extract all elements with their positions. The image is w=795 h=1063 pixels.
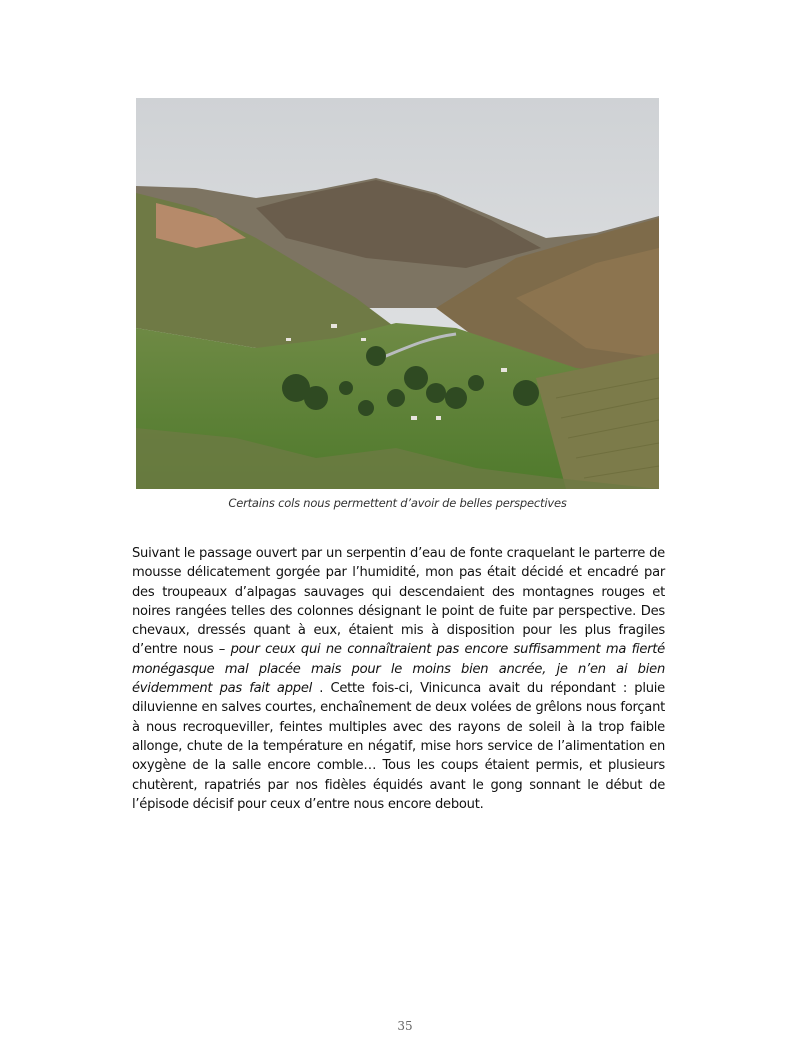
andean-valley-photo [136,98,659,489]
body-paragraph [132,544,665,814]
page-number: 35 [397,1019,413,1033]
paragraph-italic-aside: pour ceux qui ne connaîtraient pas encore suffisamment ma fierté monégasque mal placée mais pour le moins bien ancrée, je n’en ai bien évidemment pas fait appel [132,642,665,697]
paragraph-dash: – [213,642,231,658]
paragraph-text-part1: Suivant le passage ouvert par un serpentin d’eau de fonte craquelant le parterre de mousse délicatement gorgée par l’humidité, mon pas était décidé et encadré par des troupeaux d’alpagas sauvages qui descendaient des montagnes rouges et noires rangées telles des colonnes désignant le point de fuite par perspective. Des chevaux, dressés quant à eux, étaient mis à disposition pour les plus fragiles d’entre nous [132,546,665,658]
paragraph-text-part2: . Cette fois-ci, Vinicunca avait du répondant : pluie diluvienne en salves courtes, enchaînement de deux volées de grêlons nous forçant à nous recroqueviller, feintes multiples avec des rayons de soleil à la trop faible allonge, chute de la température en négatif, mise hors service de l’alimentation en oxygène de la salle encore comble… Tous les coups étaient permis, et plusieurs chutèrent, rapatriés par nos fidèles équidés avant le gong sonnant le début de l’épisode décisif pour ceux d’entre nous encore debout. [132,681,665,812]
valley-landscape-image [136,98,659,489]
figure-caption: Certains cols nous permettent d’avoir de belles perspectives [228,496,567,510]
